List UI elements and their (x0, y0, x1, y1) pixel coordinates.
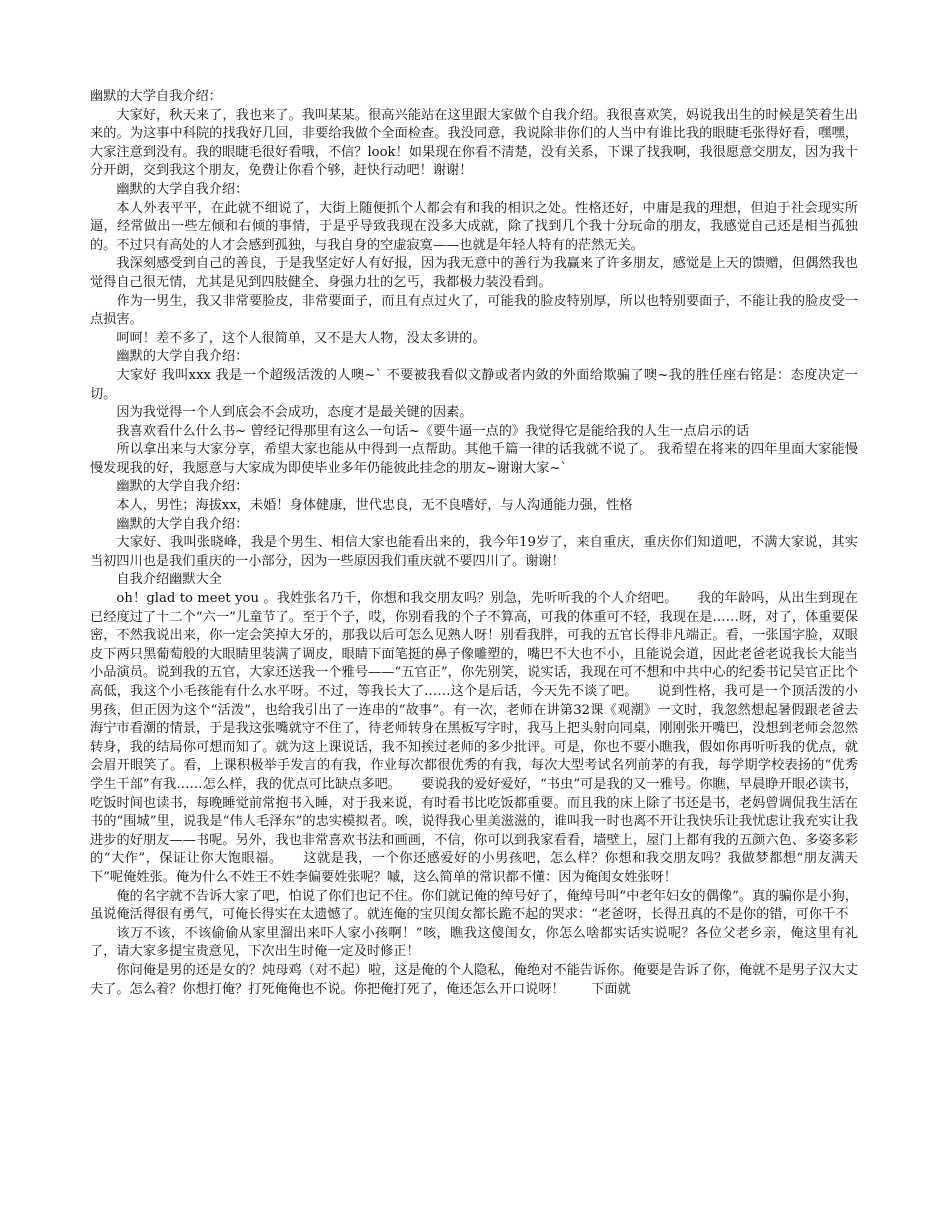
paragraph-share: 所以拿出来与大家分享，希望大家也能从中得到一点帮助。其他千篇一律的话我就不说了。 我希望在将来的四年里面大家能慢慢发现我的好，我愿意与大家成为即使毕业多年仍能彼此挂念的朋友~谢谢大家~` (90, 442, 858, 476)
paragraph-chongqing: 大家好、我叫张晓峰，我是个男生、相信大家也能看出来的，我今年19岁了，来自重庆，重庆你们知道吧，不满大家说，其实当初四川也是我们重庆的一小部分，因为一些原因我们重庆就不要四川了。谢谢！ (90, 535, 858, 569)
paragraph-face: 作为一男生，我又非常要脸皮，非常要面子，而且有点过火了，可能我的脸皮特别厚，所以也特别要面子，不能让我的脸皮受一点损害。 (90, 293, 858, 328)
paragraph-daughter: 该万不该，不该偷偷从家里溜出来吓人家小孩啊！”咳，瞧我这傻闺女，你怎么啥都实话实说呢？各位父老乡亲，俺这里有礼了，请大家多提宝贵意见，下次出生时俺一定及时修正！ (90, 925, 858, 960)
heading-intro-collection: 自我介绍幽默大全 (116, 572, 222, 588)
paragraph-attitude: 因为我觉得一个人到底会不会成功，态度才是最关键的因素。 (116, 405, 473, 421)
paragraph-profile: 本人，男性；海拔xx，未婚！身体健康，世代忠良，无不良嗜好，与人沟通能力强，性格 (116, 498, 633, 514)
paragraph-simple-person: 呵呵！差不多了，这个人很简单，又不是大人物，没太多讲的。 (116, 330, 486, 346)
heading-humorous-intro-1: 幽默的大学自我介绍： (90, 89, 222, 104)
heading-humorous-intro-4: 幽默的大学自我介绍： (116, 479, 249, 495)
paragraph-glad-to-meet-you: oh！glad to meet you 。我姓张名乃千，你想和我交朋友吗？别急，先听听我的个人介绍吧。 我的年龄吗，从出生到现在已经度过了十二个“六一”儿童节了。至于个子，哎，你别看我的个子不算高，可我的体重可不轻，我现在是……呀，对了，体重要保密，不然我说出来，你一定会笑掉大牙的，那我以后可怎么见熟人呀！别看我胖，可我的五官长得非凡端正。看，一张国字脸，双眼皮下两只黑葡萄般的大眼睛里装满了调皮，眼睛下面笔挺的鼻子像雕塑的，嘴巴不大也不小，且能说会道，因此老爸老说我长大能当小品演员。说到我的五官，大家还送我一个雅号——“五官正”，你先别笑，说实话，我现在可不想和中共中心的纪委书记吴官正比个高低，我这个小毛孩能有什么水平呀。不过，等我长大了……这个是后话，今天先不谈了吧。 说到性格，我可是一个顶活泼的小男孩，但正因为这个“活泼”，也给我引出了一连串的“故事”。有一次，老师在讲第32课《观潮》一文时，我忽然想起暑假跟老爸去海宁市看潮的情景，于是我这张嘴就守不住了，待老师转身在黑板写字时，我马上把头射向同桌，刚刚张开嘴巴，没想到老师会忽然转身，我的结局你可想而知了。就为这上课说话，我不知挨过老师的多少批评。可是，你也不要小瞧我，假如你再听听我的优点，就会眉开眼笑了。看，上课积极举手发言的有我，作业每次都很优秀的有我，每次大型考试名列前茅的有我，每学期学校表扬的“优秀学生干部”有我……怎么样，我的优点可比缺点多吧。 要说我的爱好爱好，“书虫”可是我的又一雅号。你瞧，早晨睁开眼必读书，吃饭时间也读书，每晚睡觉前常抱书入睡，对于我来说，有时看书比吃饭都重要。而且我的床上除了书还是书，老妈曾调侃我生活在书的“围城”里，说我是“伟人毛泽东”的忠实模拟者。唉，说得我心里美滋滋的，谁叫我一时也离不开让我快乐让我忧虑让我充实让我进步的好朋友——书呢。另外，我也非常喜欢书法和画画，不信，你可以到我家看看，墙壁上，屋门上都有我的五颜六色、多姿多彩的“大作”，保证让你大饱眼福。 这就是我，一个你还感爱好的小男孩吧，怎么样？你想和我交朋友吗？我做梦都想“朋友满天下”呢俺姓张。俺为什么不姓王不姓李偏要姓张呢？嘁，这么简单的常识都不懂：因为俺闺女姓张呀！ (90, 591, 858, 885)
paragraph-nickname: 俺的名字就不告诉大家了吧，怕说了你们也记不住。你们就记俺的绰号好了，俺绰号叫“中老年妇女的偶像”。真的骗你是小狗，虽说俺活得很有勇气，可俺长得实在太遗憾了。就连俺的宝贝闺女都长跪不起的哭求：“老爸呀，长得丑真的不是你的错，可你千不 (90, 888, 858, 923)
document-body (90, 88, 858, 999)
heading-humorous-intro-3: 幽默的大学自我介绍： (116, 349, 249, 365)
heading-humorous-intro-2: 幽默的大学自我介绍： (116, 181, 249, 197)
paragraph-kindness: 我深刻感受到自己的善良，于是我坚定好人有好报，因为我无意中的善行为我赢来了许多朋友，感觉是上天的馈赠，但偶然我也觉得自己很无情，尤其是见到四肢健全、身强力壮的乞丐，我都极力装没看到。 (90, 256, 858, 290)
paragraph-lively: 大家好 我叫xxx 我是一个超级活泼的人噢~` 不要被我看似文静或者内敛的外面给欺骗了噢~我的胜任座右铭是：态度决定一切。 (90, 367, 858, 402)
paragraph-autumn-intro: 大家好，秋天来了，我也来了。我叫某某。很高兴能站在这里跟大家做个自我介绍。我很喜欢笑，妈说我出生的时候是笑着生出来的。为这事中科院的找我好几回，非要给我做个全面检查。我没同意，我说除非你们的人当中有谁比我的眼睫毛张得好看，嘿嘿，大家注意到没有。我的眼睫毛很好看哦，不信？look！如果现在你看不清楚，没有关系，下课了找我啊，我很愿意交朋友，因为我十分开朗，交到我这个朋友，免费让你看个够，赶快行动吧！谢谢！ (90, 107, 858, 179)
paragraph-books: 我喜欢看什么什么书~ 曾经记得那里有这么一句话~《要牛逼一点的》我觉得它是能给我的人生一点启示的话 (116, 423, 750, 439)
paragraph-gender-question: 你问俺是男的还是女的？炖母鸡（对不起）啦，这是俺的个人隐私，俺绝对不能告诉你。俺要是告诉了你，俺就不是男子汉大丈夫了。怎么着？你想打俺？打死俺俺也不说。你把俺打死了，俺还怎么开口说呀！ 下面就 (90, 962, 858, 997)
heading-humorous-intro-5: 幽默的大学自我介绍： (116, 516, 249, 532)
paragraph-appearance: 本人外表平平，在此就不细说了，大街上随便抓个人都会有和我的相识之处。性格还好，中庸是我的理想，但迫于社会现实所逼，经常做出一些左倾和右倾的事情，于是乎导致我现在没多大成就，除了找到几个我十分玩命的朋友，我感觉自己还是相当孤独的。不过只有高处的人才会感到孤独，与我自身的空虚寂寞——也就是年轻人特有的茫然无关。 (90, 200, 858, 253)
